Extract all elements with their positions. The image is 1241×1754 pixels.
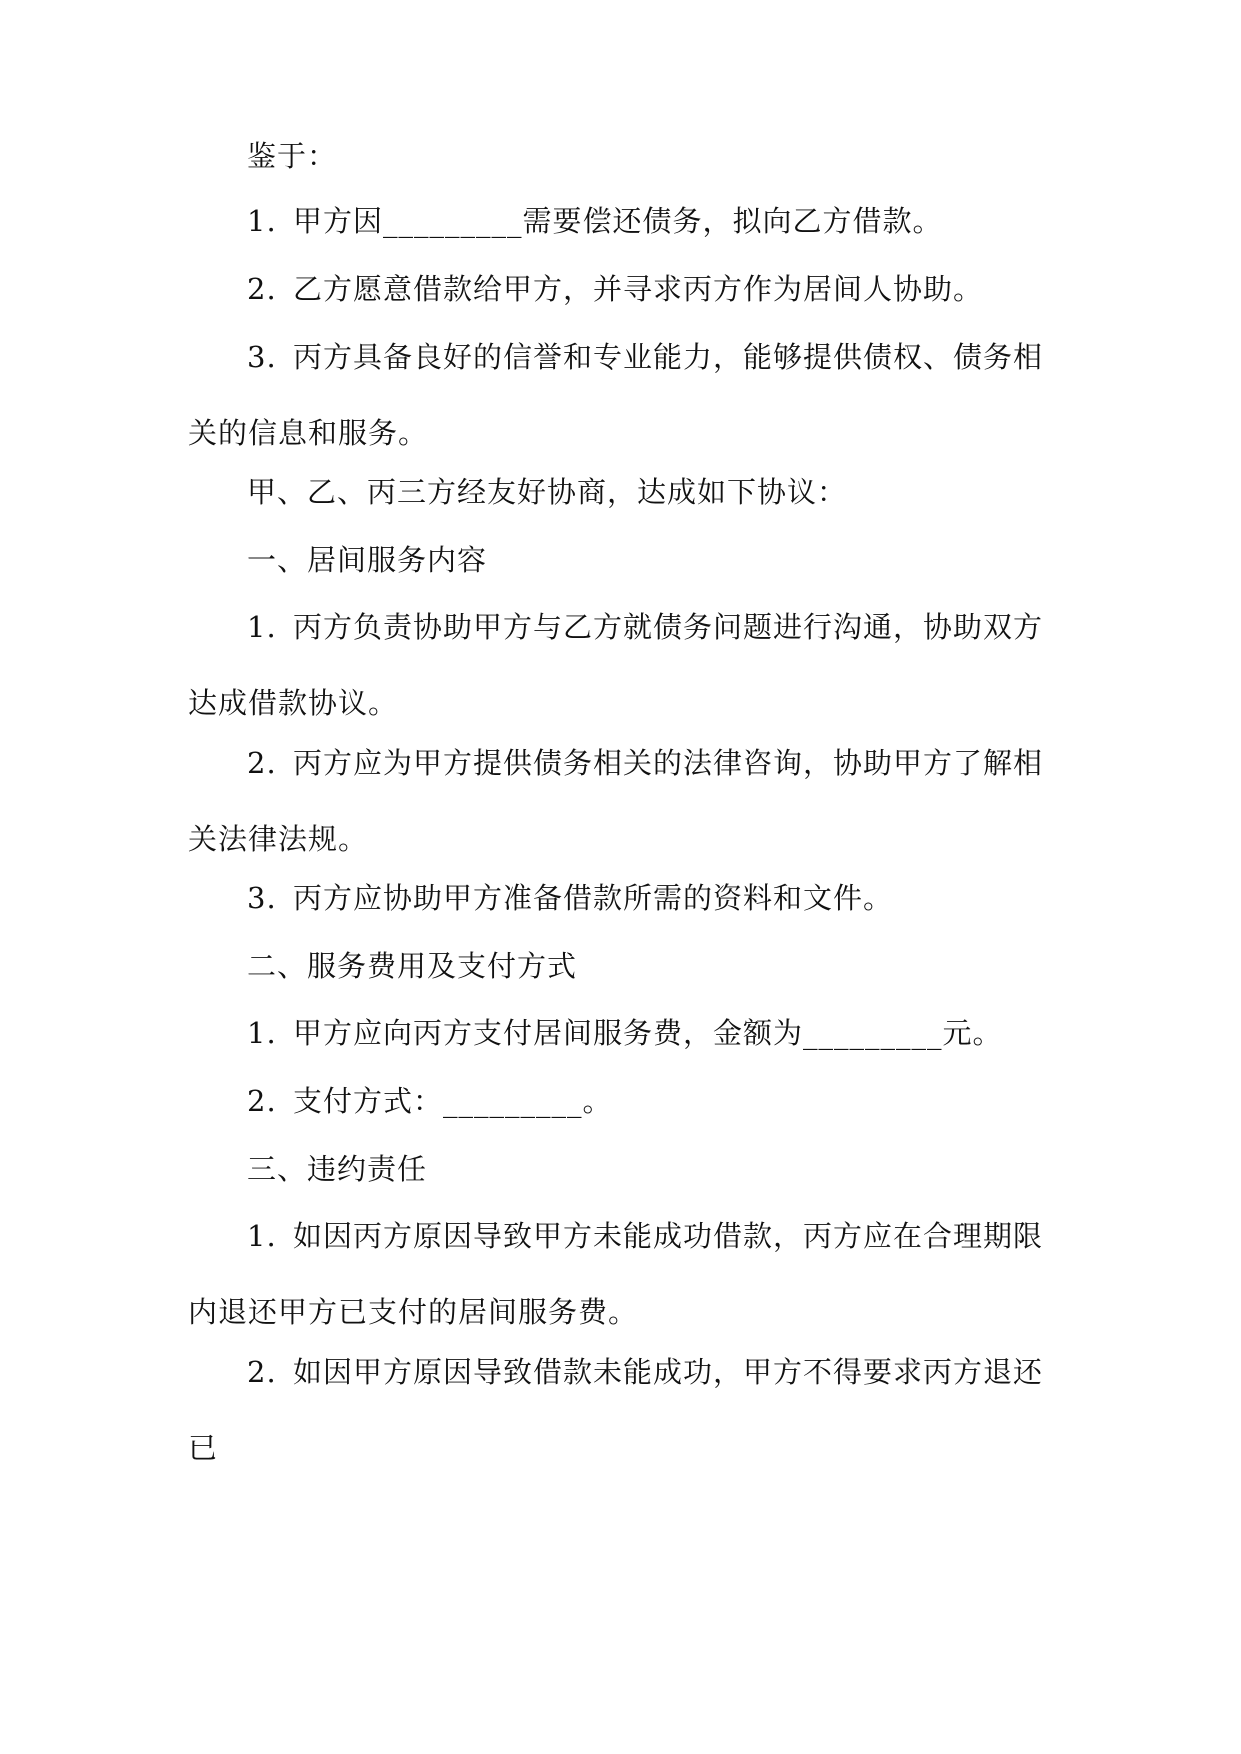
paragraph-whereas-3: [188, 319, 1058, 471]
paragraph-section2-item1: [188, 995, 1058, 1071]
paragraph-number: 2.: [247, 1355, 277, 1389]
paragraph-section2-item2: [188, 1063, 1058, 1139]
section-heading-1: [188, 522, 1058, 598]
paragraph-text: 乙方愿意借款给甲方，并寻求丙方作为居间人协助。: [293, 272, 984, 306]
paragraph-text: 支付方式：_________。: [293, 1084, 613, 1118]
paragraph-number: 2.: [247, 746, 277, 780]
section-heading-text: 二、服务费用及支付方式: [247, 949, 578, 983]
paragraph-number: 1.: [247, 1219, 277, 1253]
paragraph-text: 甲方应向丙方支付居间服务费，金额为_________元。: [293, 1016, 1003, 1050]
paragraph-whereas-1: [188, 183, 1058, 259]
section-heading-3: [188, 1131, 1058, 1207]
paragraph-text: 如因丙方原因导致甲方未能成功借款，丙方应在合理期限内退还甲方已支付的居间服务费。: [188, 1219, 1044, 1329]
paragraph-number: 1.: [247, 1016, 277, 1050]
paragraph-number: 2.: [247, 272, 277, 306]
paragraph-section1-item2: [188, 725, 1058, 877]
paragraph-text: 甲方因_________需要偿还债务，拟向乙方借款。: [293, 204, 943, 238]
paragraph-text: 丙方应为甲方提供债务相关的法律咨询，协助甲方了解相关法律法规。: [188, 746, 1044, 856]
paragraph-text: 丙方负责协助甲方与乙方就债务问题进行沟通，协助双方达成借款协议。: [188, 610, 1044, 720]
paragraph-text: 甲、乙、丙三方经友好协商，达成如下协议：: [247, 475, 848, 509]
paragraph-section1-item3: [188, 860, 1058, 936]
paragraph-section3-item1: [188, 1198, 1058, 1350]
paragraph-number: 3.: [247, 340, 277, 374]
paragraph-text: 如因甲方原因导致借款未能成功，甲方不得要求丙方退还已: [188, 1355, 1044, 1465]
paragraph-whereas-2: [188, 251, 1058, 327]
paragraph-number: 3.: [247, 881, 277, 915]
paragraph-text: 丙方应协助甲方准备借款所需的资料和文件。: [293, 881, 894, 915]
paragraph-number: 2.: [247, 1084, 277, 1118]
paragraph-number: 1.: [247, 204, 277, 238]
paragraph-agreement-intro: [188, 454, 1058, 530]
paragraph-section3-item2: [188, 1334, 1058, 1486]
section-heading-2: [188, 928, 1058, 1004]
paragraph-section1-item1: [188, 589, 1058, 741]
paragraph-text: 鉴于：: [247, 139, 338, 173]
section-heading-text: 一、居间服务内容: [247, 543, 488, 577]
paragraph-number: 1.: [247, 610, 277, 644]
section-heading-text: 三、违约责任: [247, 1152, 428, 1186]
paragraph-text: 丙方具备良好的信誉和专业能力，能够提供债权、债务相关的信息和服务。: [188, 340, 1044, 450]
